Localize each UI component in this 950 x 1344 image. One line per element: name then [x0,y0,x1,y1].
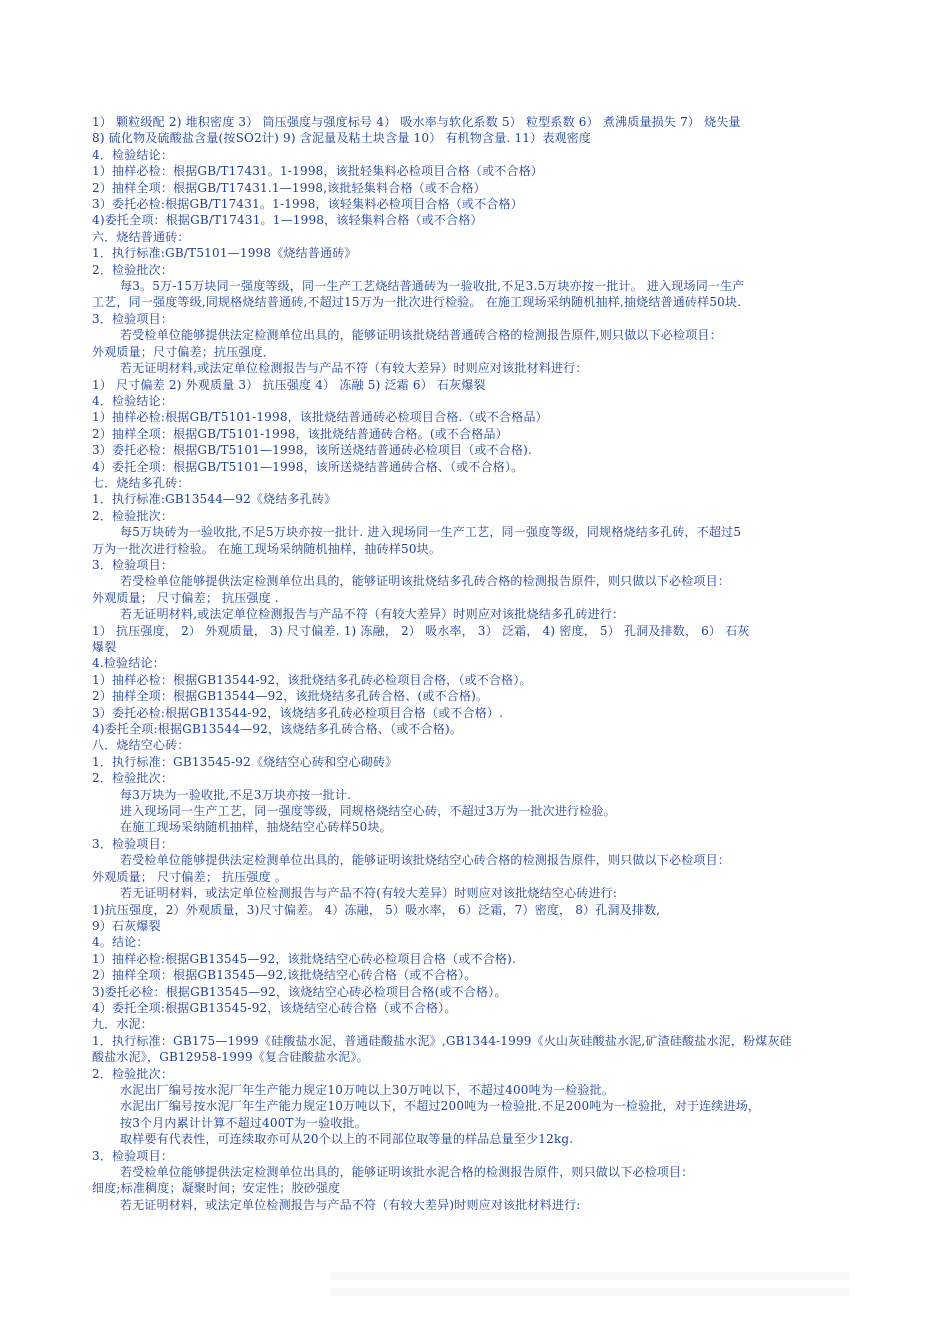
text-line: 2）抽样全项：根据GB13544—92，该批烧结多孔砖合格、(或不合格)。 [92,689,489,704]
text-line: 1）抽样必检：根据GB13544-92，该批烧结多孔砖必检项目合格，（或不合格）。 [92,672,532,687]
text-line: 4)委托全项:根据GB13544—92，该烧结多孔砖合格、（或不合格)。 [92,722,463,737]
text-line: 按3个月内累计计算不超过400T为一验收批。 [120,1115,367,1130]
text-line: 1） 颗粒级配 2) 堆积密度 3） 筒压强度与强度标号 4） 吸水率与软化系数 5） 粒型系数 6） 煮沸质量损失 7） 烧失量 [92,115,741,129]
text-line: 3．检验项目： [92,557,174,572]
text-line: 外观质量； 尺寸偏差； 抗压强度 . [92,590,279,605]
document-body [92,114,882,1213]
text-line: 2．检验批次： [92,508,174,523]
text-line: 爆裂 [92,640,117,654]
text-line: 九．水泥： [92,1017,154,1032]
faded-line [330,1288,850,1296]
text-line: 若受检单位能够提供法定检测单位出具的，能够证明该批烧结多孔砖合格的检测报告原件，则只做以下必检项目： [120,574,731,589]
faded-line [330,1272,850,1280]
text-line: 1）抽样必检：根据GB/T17431。1-1998，该批轻集料必检项目合格（或不合格） [92,164,544,179]
text-line: 3．检验项目： [92,311,174,326]
text-line: 六．烧结普通砖： [92,229,190,244]
text-line: 4）委托全项：根据GB/T5101—1998，该所送烧结普通砖合格、（或不合格）。 [92,459,524,474]
text-line: 若受检单位能够提供法定检测单位出具的，能够证明该批烧结空心砖合格的检测报告原件，则只做以下必检项目： [120,853,731,868]
text-line: 每3。5万-15万块同一强度等级，同一生产工艺烧结普通砖为一验收批,不足3.5万块亦按一批计。 进入现场同一生产 [120,279,745,294]
text-line: 4．检验结论： [92,393,174,408]
text-line: 七．烧结多孔砖： [92,475,190,490]
text-line: 2．检验批次： [92,1066,174,1081]
text-line: 每5万块砖为一验收批,不足5万块亦按一批计. 进入现场同一生产工艺，同一强度等级，同规格烧结多孔砖，不超过5 [120,525,742,540]
text-line: 1．执行标准：GB175—1999《硅酸盐水泥，普通硅酸盐水泥》,GB1344-1999《火山灰硅酸盐水泥,矿渣硅酸盐水泥，粉煤灰硅 [92,1033,792,1048]
text-line: 8) 硫化物及硫酸盐含量(按SO2计) 9) 含泥量及粘土块含量 10） 有机物含量. 11）表观密度 [92,131,592,146]
text-line: 1） 尺寸偏差 2) 外观质量 3） 抗压强度 4） 冻融 5) 泛霜 6） 石灰爆裂 [92,377,486,392]
text-line: 4。结论： [92,935,149,950]
text-line: 每3万块为一验收批,不足3万块亦按一批计. [120,787,352,802]
text-line: 外观质量；尺寸偏差；抗压强度． [92,344,276,359]
text-line: 1） 抗压强度， 2） 外观质量， 3) 尺寸偏差. 1) 冻融， 2） 吸水率， 3） 泛霜， 4) 密度， 5） 孔洞及排数， 6） 石灰 [92,623,750,638]
text-line: 若无证明材料，或法定单位检测报告与产品不符(有较大差异）时则应对该批烧结空心砖进行: [120,886,618,901]
text-line: 4.检验结论： [92,656,165,671]
text-line: 3）委托必检:根据GB13544-92，该烧结多孔砖必检项目合格（或不合格）. [92,705,504,720]
text-line: 1．执行标准:GB13544—92《烧结多孔砖》 [92,492,337,507]
text-line: 万为一批次进行检验。 在施工现场采纳随机抽样，抽砖样50块。 [92,541,442,556]
text-line: 1．执行标准:GB/T5101—1998《烧结普通砖》 [92,246,357,261]
text-line: 2）抽样全项：根据GB/T5101-1998，该批烧结普通砖合格。(或不合格品） [92,426,508,441]
text-line: 3）委托必检:根据GB/T17431。1-1998，该轻集料必检项目合格（或不合格） [92,197,523,212]
text-line: 3)委托必检：根据GB13545—92，该烧结空心砖必检项目合格(或不合格）。 [92,984,507,999]
text-line: 2）抽样全项：根据GB/T17431.1—1998,该批轻集料合格（或不合格） [92,180,486,195]
text-line: 2）抽样全项：根据GB13545—92,该批烧结空心砖合格（或不合格）。 [92,968,477,983]
text-line: 2．检验批次： [92,771,174,786]
text-line: 水泥出厂编号按水泥厂年生产能力规定10万吨以下，不超过200吨为一检验批.不足200吨为一检验批，对于连续进场， [120,1099,761,1114]
text-line: 4)委托全项：根据GB/T17431。1—1998，该轻集料合格（或不合格） [92,213,483,228]
text-line: 工艺，同一强度等级,同规格烧结普通砖,不超过15万为一批次进行检验。 在施工现场采纳随机抽样,抽烧结普通砖样50块. [92,295,742,310]
text-line: 若无证明材料,或法定单位检测报告与产品不符（有较大差异）时则应对该批材料进行： [120,361,588,376]
text-line: 1．执行标准：GB13545-92《烧结空心砖和空心砌砖》 [92,754,398,769]
text-line: 进入现场同一生产工艺，同一强度等级，同规格烧结空心砖，不超过3万为一批次进行检验。 [120,804,616,819]
faded-text-block [330,1272,850,1304]
text-line: 1)抗压强度，2）外观质量，3)尺寸偏差。 4）冻融， 5）吸水率， 6）泛霜，7）密度， 8）孔洞及排数, [92,902,661,917]
text-line: 取样要有代表性，可连续取亦可从20个以上的不同部位取等量的样品总量至少12kg. [120,1132,574,1147]
text-line: 外观质量； 尺寸偏差； 抗压强度 。 [92,869,288,884]
text-line: 3．检验项目： [92,1148,174,1163]
text-line: 水泥出厂编号按水泥厂年生产能力规定10万吨以上30万吨以下，不超过400吨为一检验批。 [120,1082,615,1097]
text-line: 1）抽样必检:根据GB13545—92，该批烧结空心砖必检项目合格（或不合格). [92,951,517,966]
text-line: 在施工现场采纳随机抽样，抽烧结空心砖样50块。 [120,820,392,835]
text-line: 细度;标准稠度；凝聚时间；安定性；胶砂强度 [92,1181,341,1196]
text-line: 八．烧结空心砖： [92,738,190,753]
text-line: 3）委托必检：根据GB/T5101—1998，该所送烧结普通砖必检项目（或不合格). [92,443,533,458]
text-line: 若无证明材料，或法定单位检测报告与产品不符（有较大差异)时则应对该批材料进行: [120,1197,581,1212]
text-line: 3．检验项目： [92,836,174,851]
text-line: 若受检单位能够提供法定检测单位出具的，能够证明该批烧结普通砖合格的检测报告原件,则只做以下必检项目： [120,328,722,343]
text-line: 1）抽样必检:根据GB/T5101-1998，该批烧结普通砖必检项目合格.（或不合格品） [92,410,548,425]
text-line: 9）石灰爆裂 [92,918,161,933]
text-line: 酸盐水泥》，GB12958-1999《复合硅酸盐水泥》。 [92,1050,369,1065]
text-line: 2．检验批次： [92,262,174,277]
text-line: 4）委托全项:根据GB13545-92，该烧结空心砖合格（或不合格）。 [92,1000,457,1015]
text-line: 若无证明材料,或法定单位检测报告与产品不符（有较大差异）时则应对该批烧结多孔砖进行： [120,607,625,622]
text-line: 4．检验结论： [92,147,174,162]
text-line: 若受检单位能够提供法定检测单位出具的，能够证明该批水泥合格的检测报告原件，则只做以下必检项目： [120,1165,694,1179]
